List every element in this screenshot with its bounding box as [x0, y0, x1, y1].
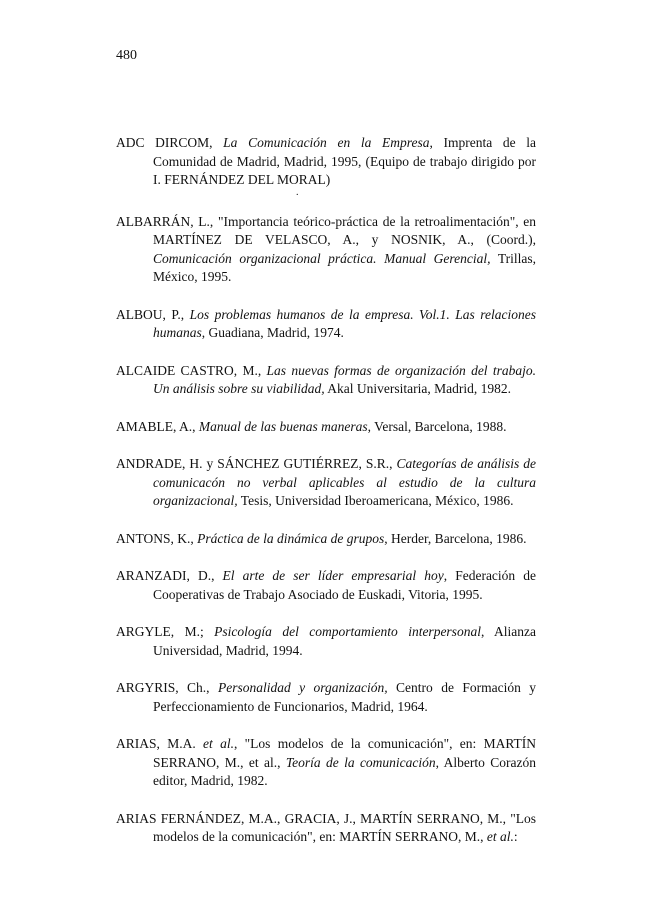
bibliography-entry: ARGYRIS, Ch., Personalidad y organización, Centro de Formación y Perfeccionamiento de Funcionarios, Madrid, 1964.	[116, 680, 536, 714]
bibliography-entry: ARIAS FERNÁNDEZ, M.A., GRACIA, J., MARTÍN SERRANO, M., "Los modelos de la comunicación", en: MARTÍN SERRANO, M., et al.:	[116, 810, 536, 844]
bibliography-entry: ARANZADI, D., El arte de ser líder empresarial hoy, Federación de Cooperativas de Trabajo Asociado de Euskadi, Vitoria, 1995.	[116, 568, 537, 602]
bibliography-entry: ALBARRÁN, L., "Importancia teórico-práctica de la retroalimentación", en MARTÍNEZ DE VELASCO, A., y NOSNIK, A., (Coord.), Comunicación organizacional práctica. Manual Gerencial, Trillas, México, 1995.	[116, 213, 536, 284]
bibliography-entry: ADC DIRCOM, La Comunicación en la Empresa, Imprenta de la Comunidad de Madrid, Madrid, 1995, (Equipo de trabajo dirigido por I. FERNÁNDEZ DEL MORAL) .	[116, 135, 536, 198]
bibliography-entry: ALCAIDE CASTRO, M., Las nuevas formas de organización del trabajo. Un análisis sobre su viabilidad, Akal Universitaria, Madrid, 1982.	[116, 362, 536, 396]
bibliography-entry: ANDRADE, H. y SÁNCHEZ GUTIÉRREZ, S.R., Categorías de análisis de comunicacón no verbal aplicables al estudio de la cultura organizacional, Tesis, Universidad Iberoamericana, México, 1986.	[116, 456, 536, 508]
bibliography-entry: ARGYLE, M.; Psicología del comportamiento interpersonal, Alianza Universidad, Madrid, 1994.	[116, 624, 537, 658]
bibliography-entry: ARIAS, M.A. et al., "Los modelos de la comunicación", en: MARTÍN SERRANO, M., et al., Teoría de la comunicación, Alberto Corazón editor, Madrid, 1982.	[116, 736, 537, 788]
bibliography-entry: ALBOU, P., Los problemas humanos de la empresa. Vol.1. Las relaciones humanas, Guadiana, Madrid, 1974.	[116, 306, 536, 340]
bibliography-entry: AMABLE, A., Manual de las buenas maneras, Versal, Barcelona, 1988.	[116, 418, 507, 434]
page-number: 480	[116, 48, 137, 63]
bibliography-entry: ANTONS, K., Práctica de la dinámica de grupos, Herder, Barcelona, 1986.	[116, 530, 527, 546]
bibliography-list	[116, 134, 536, 847]
stray-mark: .	[296, 186, 299, 198]
